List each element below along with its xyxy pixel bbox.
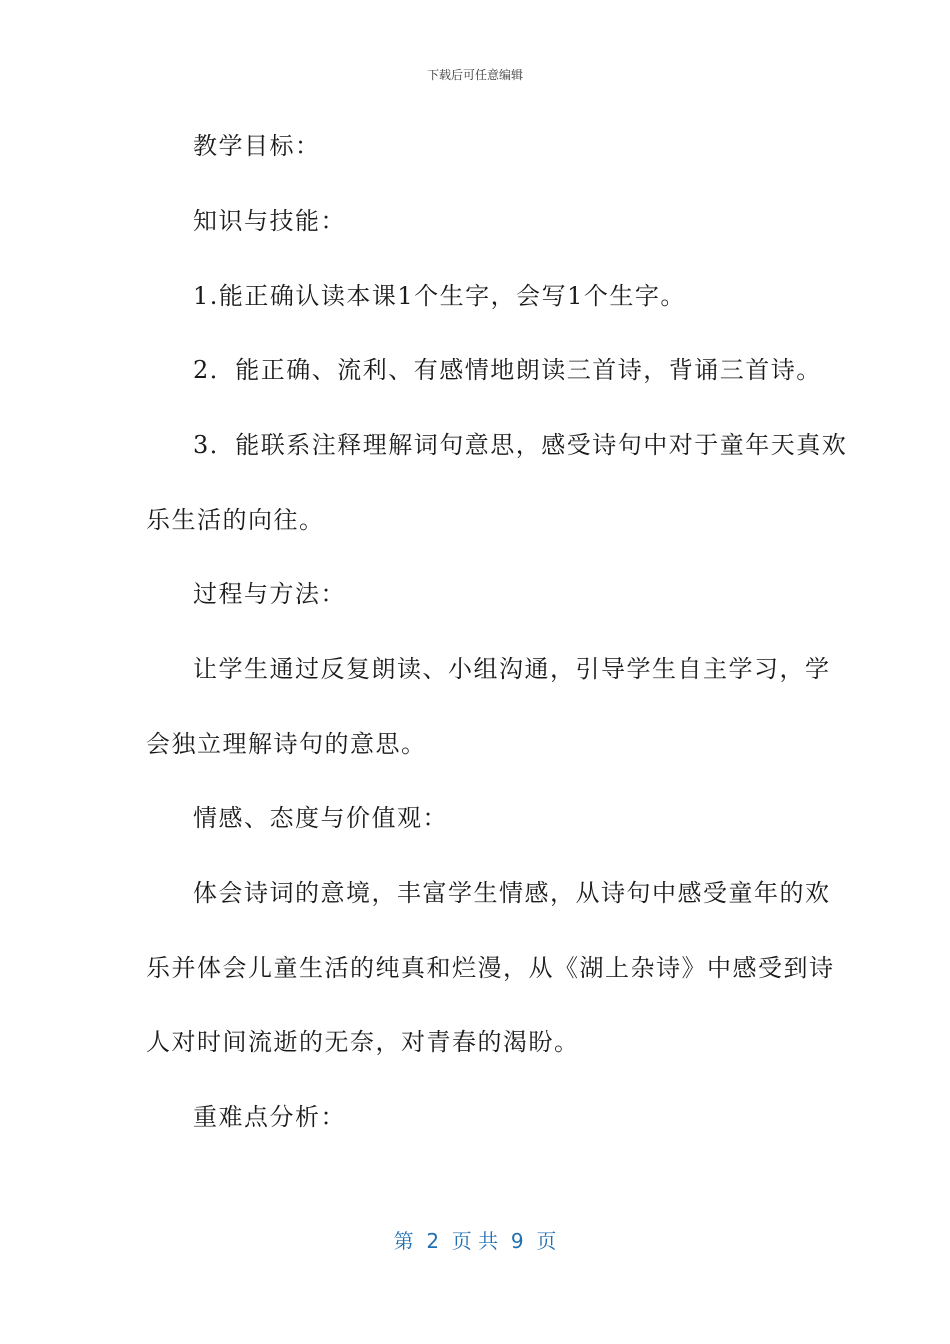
heading-emotion-values: 情感、态度与价值观： [193, 804, 448, 832]
paragraph-line: 2．能正确、流利、有感情地朗读三首诗，背诵三首诗。 [193, 356, 822, 384]
paragraph-line: 1.能正确认读本课1个生字，会写1个生字。 [193, 282, 686, 310]
page-number-footer: 第 2 页 共 9 页 [393, 1229, 557, 1253]
paragraph-line: 让学生通过反复朗读、小组沟通，引导学生自主学习，学 [193, 655, 831, 683]
heading-process-methods: 过程与方法： [193, 580, 346, 608]
header-note: 下载后可任意编辑 [426, 68, 523, 82]
heading-teaching-objectives: 教学目标： [193, 132, 321, 160]
paragraph-line: 会独立理解诗句的意思。 [146, 730, 427, 758]
paragraph-line: 3．能联系注释理解词句意思，感受诗句中对于童年天真欢 [193, 431, 848, 459]
heading-knowledge-skills: 知识与技能： [193, 207, 346, 235]
paragraph-line: 乐并体会儿童生活的纯真和烂漫，从《湖上杂诗》中感受到诗 [146, 954, 835, 982]
heading-key-difficulties: 重难点分析： [193, 1103, 346, 1131]
paragraph-line: 体会诗词的意境，丰富学生情感，从诗句中感受童年的欢 [193, 879, 831, 907]
paragraph-line: 人对时间流逝的无奈，对青春的渴盼。 [146, 1028, 580, 1056]
paragraph-line: 乐生活的向往。 [146, 506, 325, 534]
